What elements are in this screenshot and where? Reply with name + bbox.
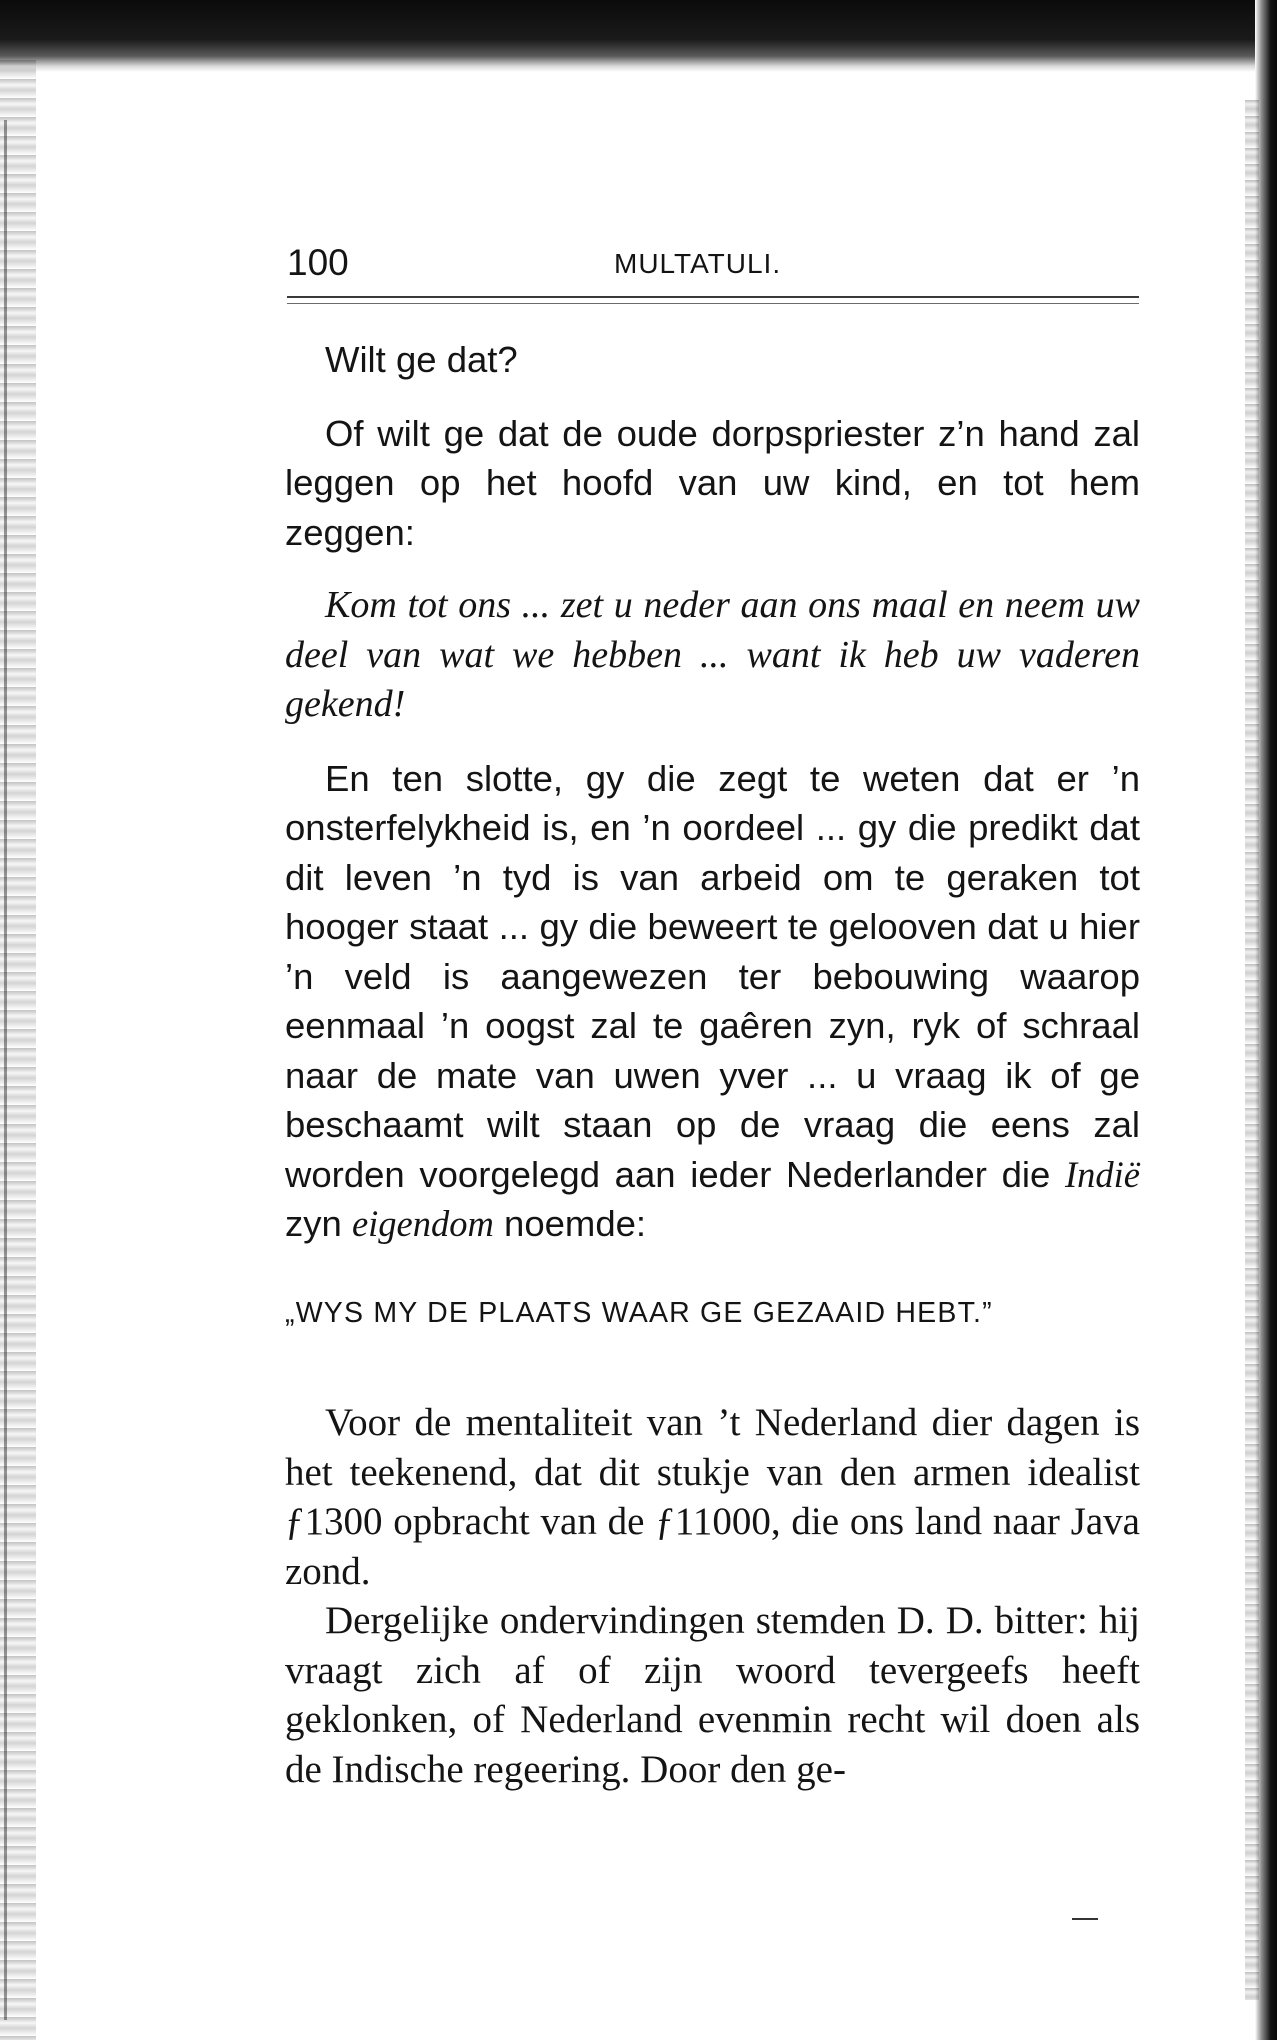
paragraph-6: Dergelijke ondervindingen stemden D. D. bitter: hij vraagt zich af of zijn woord tevergeefs heeft geklonken, of Nederland evenmin recht wil doen als de Indische regeering. Door den ge- xyxy=(285,1599,1140,1791)
paragraph-4-text: En ten slotte, gy die zegt te weten dat er ’n onsterfelykheid is, en ’n oordeel ... gy die predikt dat dit leven ’n tyd is van arbeid om te geraken tot hooger staat ... gy die beweert te gelooven dat u hier ’n veld is aangewezen ter bebouwing waarop eenmaal ’n oogst zal te gaêren zyn, ryk of schraal naar de mate van uwen yver ... u vraag ik of ge beschaamt wilt staan op de vraag die eens zal worden voorgelegd aan ieder Nederlander die xyxy=(285,757,1140,1195)
header-rule-thin xyxy=(287,303,1139,304)
page-header xyxy=(287,232,1137,292)
paragraph-5: Voor de mentaliteit van ’t Nederland dier dagen is het teekenend, dat dit stukje van den armen idealist ƒ1300 opbracht van de ƒ11000, die ons land naar Java zond. xyxy=(285,1401,1140,1593)
scan-right-specks xyxy=(1245,100,1259,2000)
header-rule xyxy=(287,296,1139,298)
running-title: MULTATULI. xyxy=(614,248,782,279)
emphasis-indie: Indië xyxy=(1065,1153,1140,1195)
text-body xyxy=(285,335,1140,1794)
paragraph-4-text-2: zyn xyxy=(285,1203,342,1244)
scan-left-line xyxy=(4,120,7,2020)
caps-quote: „WYS MY DE PLAATS WAAR GE GEZAAID HEBT.” xyxy=(285,1296,993,1329)
paragraph-1: Wilt ge dat? xyxy=(325,339,518,380)
emphasis-eigendom: eigendom xyxy=(351,1203,494,1244)
paragraph-4 xyxy=(285,754,1140,1249)
paragraph-4-text-3: noemde: xyxy=(504,1203,647,1244)
stray-mark xyxy=(1072,1918,1098,1920)
italic-quote: Kom tot ons ... zet u neder aan ons maal en neem uw deel van wat we hebben ... want ik heb uw vaderen gekend! xyxy=(285,584,1140,725)
page-number: 100 xyxy=(287,242,349,283)
scan-top-edge xyxy=(0,0,1277,72)
paragraph-2: Of wilt ge dat de oude dorpspriester z’n hand zal leggen op het hoofd van uw kind, en tot hem zeggen: xyxy=(285,412,1140,553)
